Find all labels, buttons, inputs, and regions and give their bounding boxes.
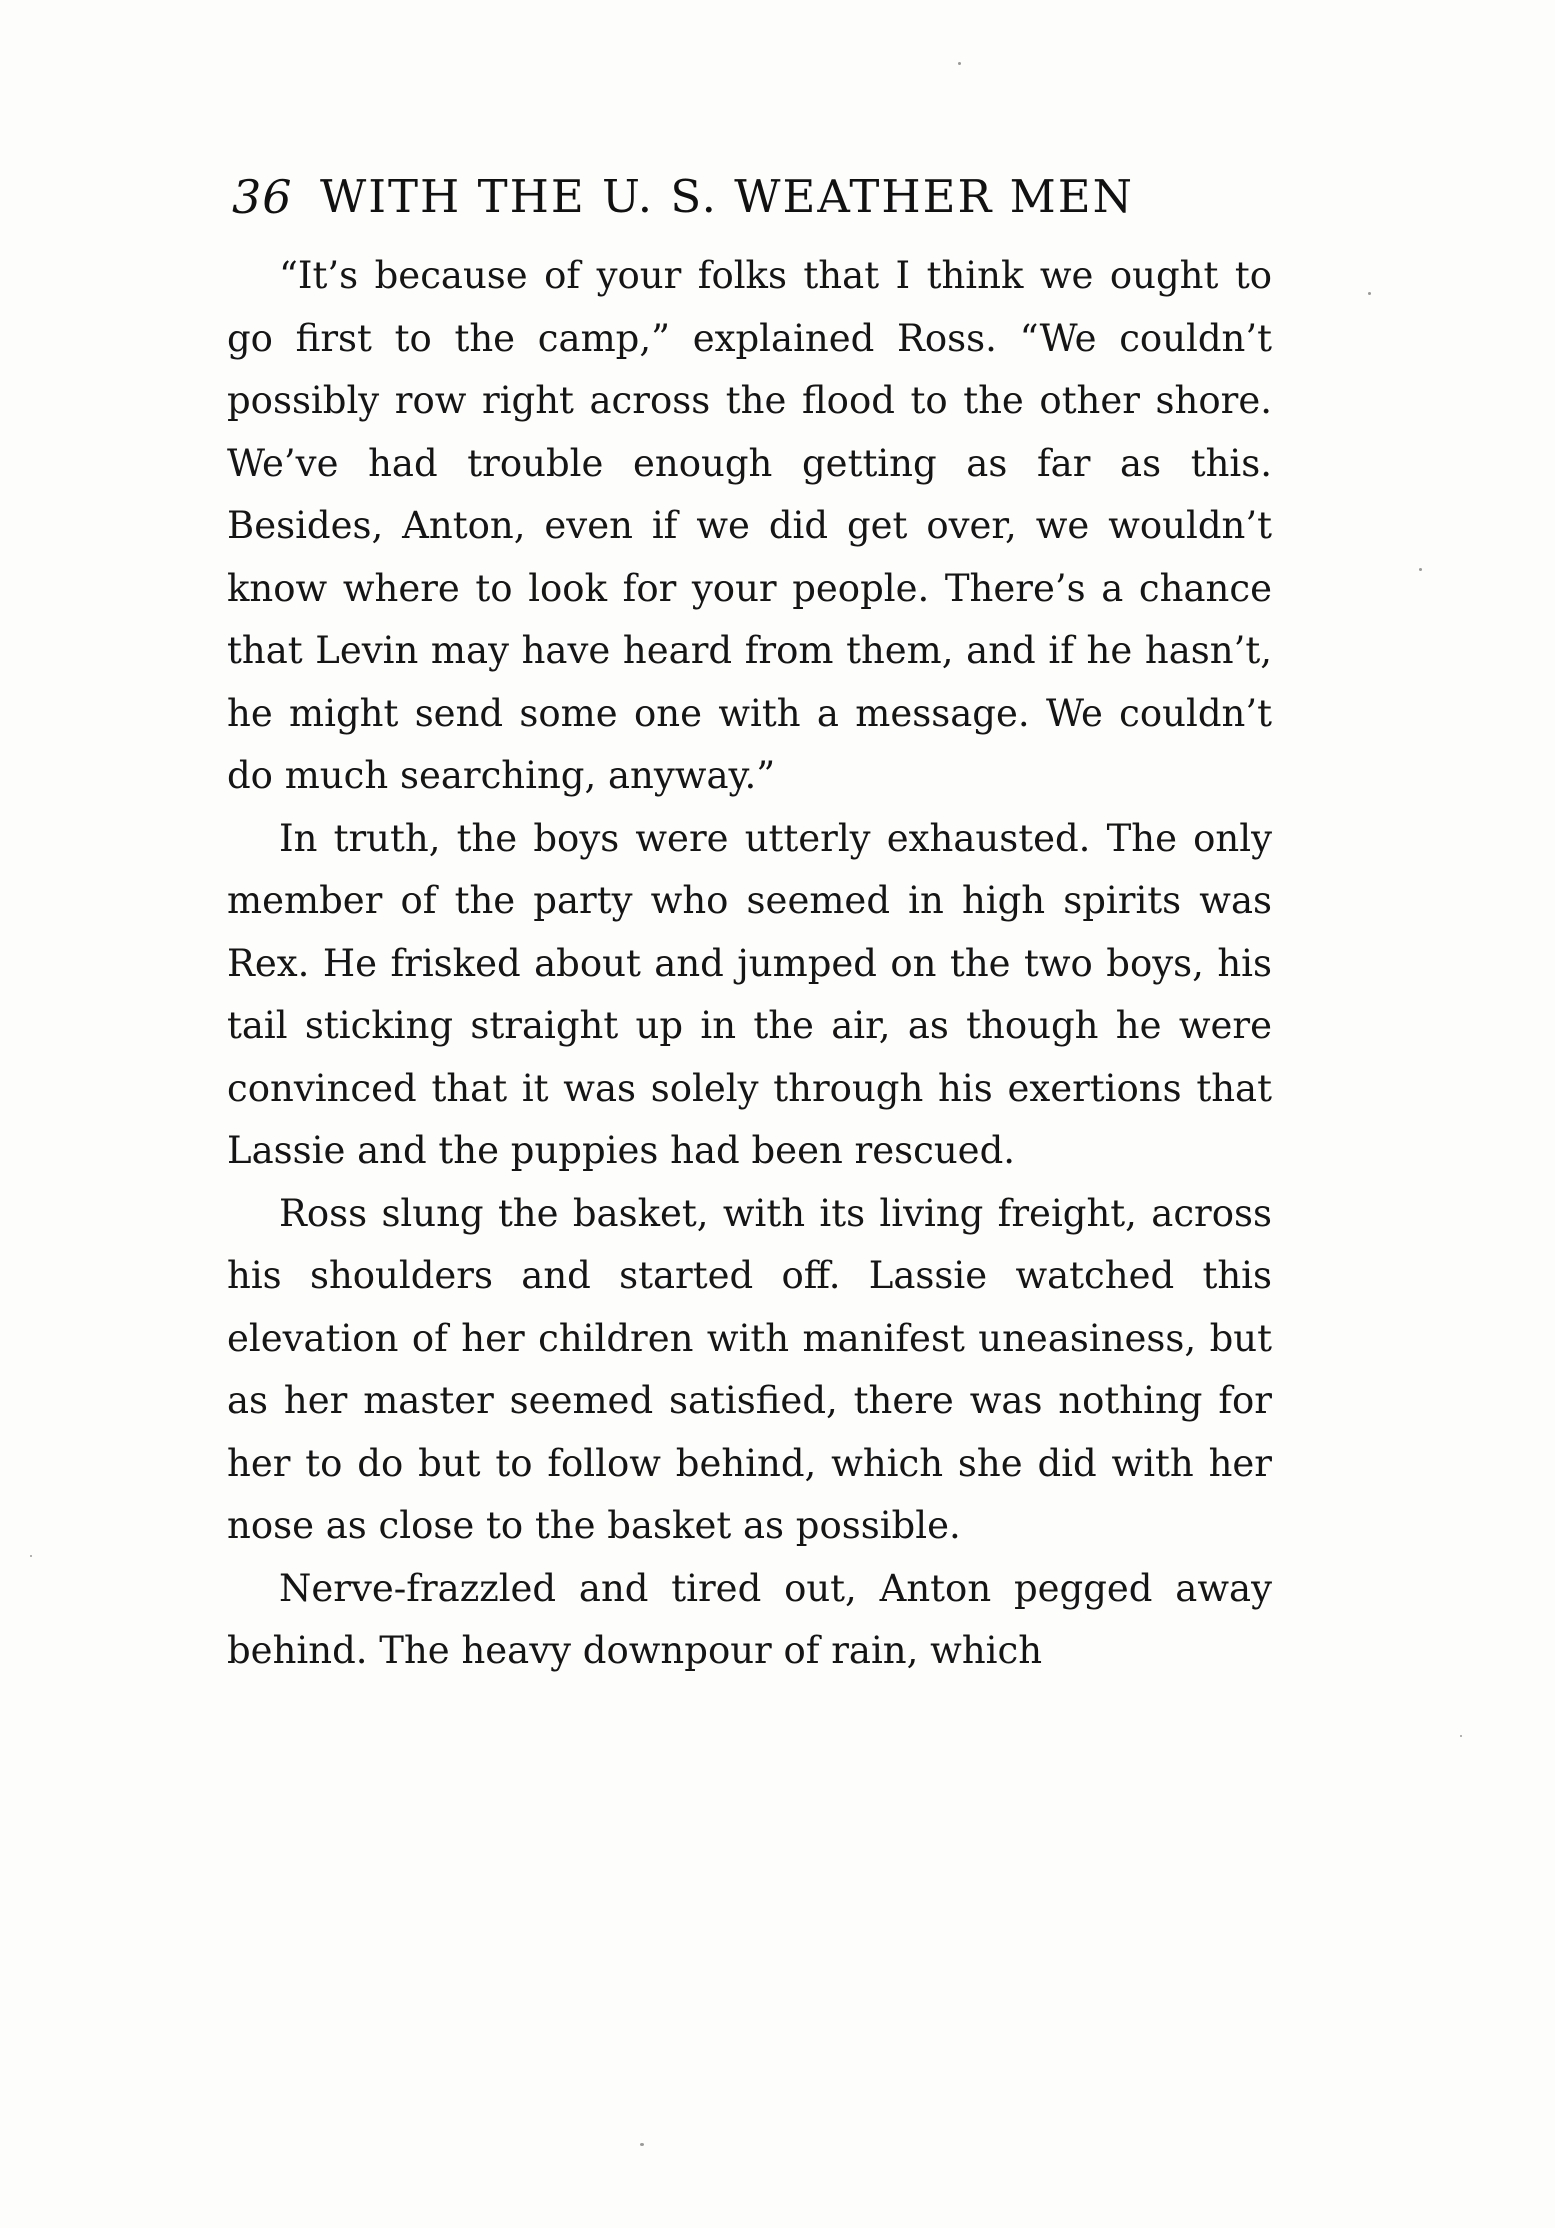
scan-speck	[30, 1555, 32, 1557]
scan-speck	[640, 2143, 644, 2146]
scan-speck	[1460, 1735, 1462, 1737]
running-head: WITH THE U. S. WEATHER MEN	[320, 170, 1134, 223]
page-number: 36	[232, 170, 293, 224]
paragraph: In truth, the boys were utterly exhausted. The only member of the party who seemed in high spirits was Rex. He frisked about and jumped on the two boys, his tail sticking straight up in the air, as though he were convinced that it was solely through his exertions that Lassie and the puppies had been rescued.	[227, 816, 1272, 1172]
paragraph: Nerve-frazzled and tired out, Anton pegged away behind. The heavy downpour of rain, which	[227, 1566, 1272, 1672]
paragraph: Ross slung the basket, with its living freight, across his shoulders and started off. Lassie watched this elevation of her children with manifest uneasiness, but as her master seemed satisfied, there was nothing for her to do but to follow behind, which she did with her nose as close to the basket as possible.	[227, 1191, 1272, 1547]
body-text	[227, 245, 1272, 1683]
paragraph: “It’s because of your folks that I think we ought to go first to the camp,” explained Ross. “We couldn’t possibly row right across the flood to the other shore. We’ve had trouble enough getting as far as this. Besides, Anton, even if we did get over, we wouldn’t know where to look for your people. There’s a chance that Levin may have heard from them, and if he hasn’t, he might send some one with a message. We couldn’t do much searching, anyway.”	[227, 254, 1272, 797]
scan-speck	[1368, 292, 1371, 295]
page-header	[232, 160, 1257, 234]
scan-speck	[1419, 568, 1422, 571]
scan-speck	[958, 62, 961, 65]
